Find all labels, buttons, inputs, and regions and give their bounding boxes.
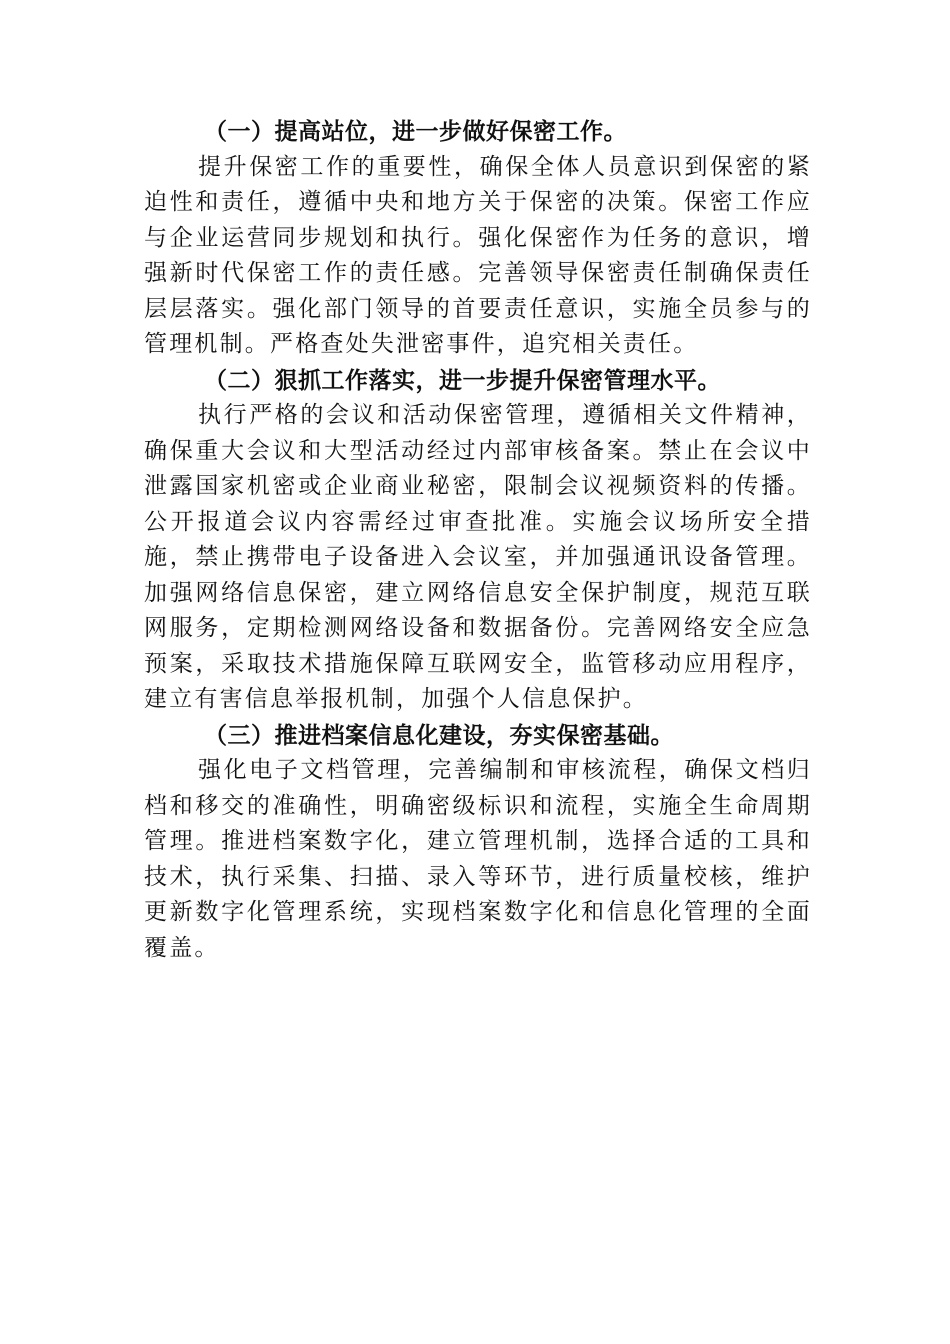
section-heading-3: （三）推进档案信息化建设，夯实保密基础。: [204, 721, 674, 749]
document-content: [144, 114, 812, 966]
section-heading-2: （二）狠抓工作落实，进一步提升保密管理水平。: [204, 366, 721, 394]
section-body-3: 强化电子文档管理，完善编制和审核流程，确保文档归档和移交的准确性，明确密级标识和流程，实施全生命周期管理。推进档案数字化，建立管理机制，选择合适的工具和技术，执行采集、扫描、录入等环节，进行质量校核，维护更新数字化管理系统，实现档案数字化和信息化管理的全面覆盖。: [144, 757, 812, 961]
section-heading-1: （一）提高站位，进一步做好保密工作。: [204, 118, 627, 145]
section-body-2: 执行严格的会议和活动保密管理，遵循相关文件精神，确保重大会议和大型活动经过内部审核备案。禁止在会议中泄露国家机密或企业商业秘密，限制会议视频资料的传播。公开报道会议内容需经过审查批准。实施会议场所安全措施，禁止携带电子设备进入会议室，并加强通讯设备管理。加强网络信息保密，建立网络信息安全保护制度，规范互联网服务，定期检测网络设备和数据备份。完善网络安全应急预案，采取技术措施保障互联网安全，监管移动应用程序，建立有害信息举报机制，加强个人信息保护。: [144, 402, 812, 712]
section-body-1: 提升保密工作的重要性，确保全体人员意识到保密的紧迫性和责任，遵循中央和地方关于保密的决策。保密工作应与企业运营同步规划和执行。强化保密作为任务的意识，增强新时代保密工作的责任感。完善领导保密责任制确保责任层层落实。强化部门领导的首要责任意识，实施全员参与的管理机制。严格查处失泄密事件，追究相关责任。: [144, 153, 812, 357]
